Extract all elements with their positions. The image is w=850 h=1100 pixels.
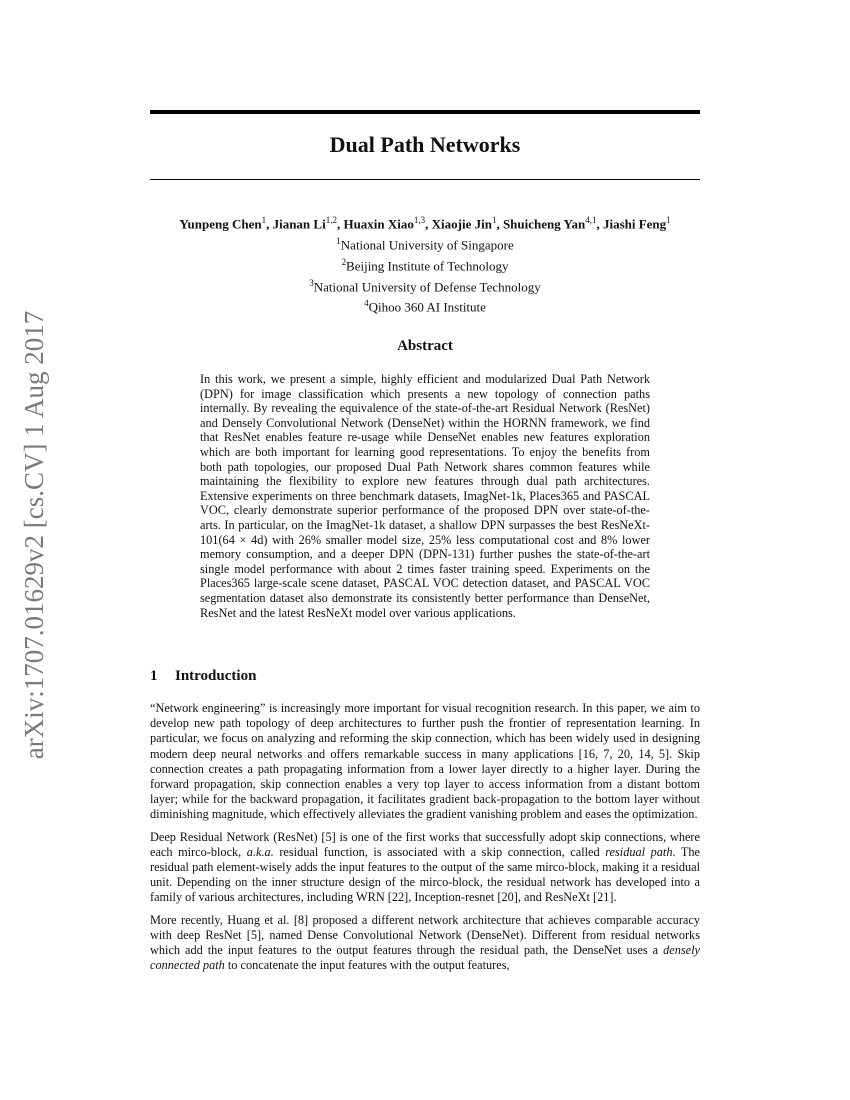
author-name: Huaxin Xiao (343, 216, 414, 232)
author-name: Jianan Li (272, 216, 326, 232)
aka-emphasis: a.k.a. (246, 844, 274, 859)
residual-path-emphasis: residual path (605, 844, 673, 859)
arxiv-identifier: arXiv:1707.01629v2 [cs.CV] 1 Aug 2017 (19, 310, 49, 760)
author-name: Jiashi Feng (602, 216, 667, 232)
affiliation-number: 3 (309, 277, 314, 288)
author-affiliation-mark: 1 (666, 215, 671, 225)
densely-connected-path-emphasis: densely connected path (150, 943, 700, 973)
section-number: 1 (150, 668, 158, 684)
author-name: Shuicheng Yan (502, 216, 586, 232)
author-name: Yunpeng Chen (179, 216, 262, 232)
affiliation-item (150, 275, 700, 296)
paragraph-2-text-c: . The residual path element-wisely adds the input features to the output of the same mirco-block, making it a residual unit. Depending on the inner structure design of the mirco-block, the residual network has developed into a family of various architectures, including WRN [22], Inception-resnet [20], and ResNeXt [21]. (150, 844, 700, 905)
author-affiliation-mark: 1 (261, 215, 267, 225)
author-affiliation-mark: 1 (491, 215, 497, 225)
section-title: Introduction (175, 668, 257, 684)
paper-title: Dual Path Networks (329, 132, 521, 157)
author-affiliation-mark: 4,1 (585, 215, 597, 225)
paragraph-3-text-b: to concatenate the input features with the output features, (224, 958, 510, 973)
affiliation-number: 4 (364, 298, 369, 309)
title-bottom-rule (150, 179, 700, 180)
author-list (120, 215, 730, 232)
paragraph-2 (150, 830, 700, 906)
affiliation-number: 2 (341, 256, 347, 267)
affiliation-item (150, 254, 700, 275)
affiliation-name: Qihoo 360 AI Institute (368, 299, 486, 315)
affiliation-list (150, 233, 700, 316)
paragraph-2-text-b: residual function, is associated with a skip connection, called (273, 844, 606, 859)
affiliation-item (150, 233, 700, 254)
author-separator: , (596, 216, 603, 232)
affiliation-name: National University of Singapore (340, 237, 514, 253)
paragraph-3 (150, 913, 700, 974)
author-separator: , (496, 216, 503, 232)
title-top-rule (150, 110, 700, 114)
author-affiliation-mark: 1,3 (413, 215, 426, 225)
affiliation-name: National University of Defense Technology (313, 278, 541, 294)
author-name: Xiaojie Jin (431, 216, 492, 232)
paragraph-2-text-a: Deep Residual Network (ResNet) [5] is one of the first works that successfully adopt skip connections, where each mirco-block, (150, 829, 700, 859)
paragraph-3-text-a: More recently, Huang et al. [8] proposed a different network architecture that achieves comparable accuracy with deep ResNet [5], named Dense Convolutional Network (DenseNet). Different from residual networks which add the input features to the output features through the residual path, the DenseNet uses a (150, 912, 700, 958)
abstract-text: In this work, we present a simple, highly efficient and modularized Dual Path Network (DPN) for image classification which presents a new topology of connection paths internally. By revealing the equivalence of the state-of-the-art Residual Network (ResNet) and Densely Convolutional Network (DenseNet) within the HORNN framework, we find that ResNet enables feature re-usage while DenseNet enables new features exploration which are both important for learning good representations. To enjoy the benefits from both path topologies, our proposed Dual Path Network shares common features while maintaining the flexibility to explore new features through dual path architectures. Extensive experiments on three benchmark datasets, ImagNet-1k, Places365 and PASCAL VOC, clearly demonstrate superior performance of the proposed DPN over state-of-the-arts. In particular, on the ImagNet-1k dataset, a shallow DPN surpasses the best ResNeXt-101(64 × 4d) with 26% smaller model size, 25% less computational cost and 8% lower memory consumption, and a deeper DPN (DPN-131) further pushes the state-of-the-art single model performance with about 2 times faster training speed. Experiments on the Places365 large-scale scene dataset, PASCAL VOC detection dataset, and PASCAL VOC segmentation dataset also demonstrate its consistently better performance than DenseNet, ResNet and the latest ResNeXt model over various applications. (200, 372, 650, 620)
author-separator: , (266, 216, 273, 232)
author-separator: , (336, 216, 344, 232)
author-separator: , (425, 216, 432, 232)
author-affiliation-mark: 1,2 (325, 215, 337, 225)
paragraph-1: “Network engineering” is increasingly more important for visual recognition research. In this paper, we aim to develop new path topology of deep architectures to further push the frontier of representation learning. In particular, we focus on analyzing and reforming the skip connection, which has been widely used in designing modern deep neural networks and offers remarkable success in many applications [16, 7, 20, 14, 5]. Skip connection creates a path propagating information from a lower layer directly to a higher layer. During the forward propagation, skip connection enables a very top layer to access information from a distant bottom layer; while for the backward propagation, it facilitates gradient back-propagation to the bottom layer without diminishing magnitude, which effectively alleviates the gradient vanishing problem and eases the optimization. (150, 701, 700, 822)
affiliation-item (150, 295, 700, 316)
introduction-body (150, 701, 700, 980)
abstract-heading: Abstract (397, 338, 453, 354)
affiliation-name: Beijing Institute of Technology (346, 258, 509, 274)
affiliation-number: 1 (336, 236, 341, 246)
arxiv-sidebar (12, 295, 56, 775)
section-heading (150, 668, 700, 685)
